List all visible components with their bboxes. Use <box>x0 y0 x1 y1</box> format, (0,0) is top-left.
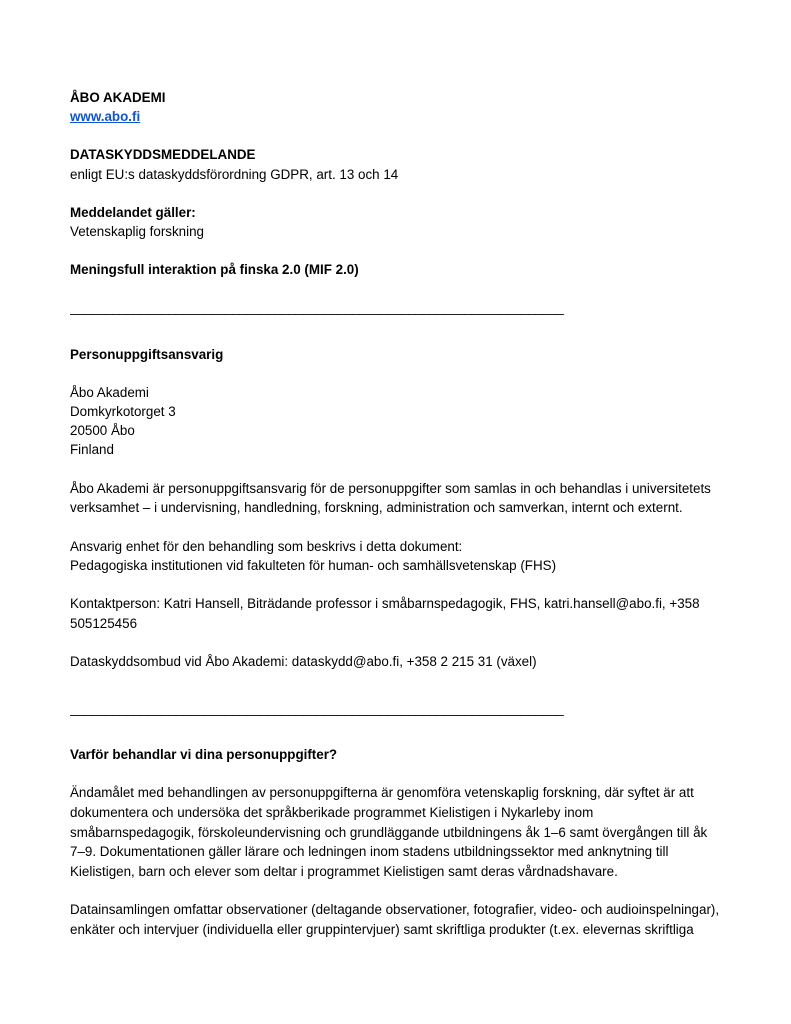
contact-person: Kontaktperson: Katri Hansell, Biträdande professor i småbarnspedagogik, FHS, katri.hansell@abo.fi, +358 505125456 <box>70 596 700 631</box>
controller-address-line: 20500 Åbo <box>70 423 135 439</box>
why-paragraph-2: Datainsamlingen omfattar observationer (deltagande observationer, fotografier, video- och audioinspelningar), enkäter och intervjuer (individuella eller gruppintervjuer) samt skriftliga produkter (t.ex. elevernas skriftliga <box>70 902 720 937</box>
spacer <box>70 241 721 260</box>
spacer <box>70 718 721 745</box>
divider-2: ______________________________________________________________________ <box>70 701 564 717</box>
spacer <box>70 518 721 537</box>
applies-heading: Meddelandet gäller: <box>70 204 196 220</box>
controller-paragraph: Åbo Akademi är personuppgiftsansvarig för de personuppgifter som samlas in och behandlas i universitetets verksamhet – i undervisning, handledning, forskning, administration och samverkan, internt och externt. <box>70 480 711 516</box>
divider-1: ______________________________________________________________________ <box>70 300 564 316</box>
document-body <box>70 88 721 940</box>
data-protection-officer: Dataskyddsombud vid Åbo Akademi: dataskydd@abo.fi, +358 2 215 31 (växel) <box>70 654 537 670</box>
why-heading: Varför behandlar vi dina personuppgifter? <box>70 747 338 763</box>
controller-address-line: Åbo Akademi <box>70 384 149 400</box>
spacer <box>70 364 721 383</box>
spacer <box>70 575 721 594</box>
why-paragraph-1: Ändamålet med behandlingen av personuppgifterna är genomföra vetenskaplig forskning, där syftet är att dokumentera och undersöka det språkberikade programmet Kielistigen i Nykarleby inom småbarnspedagogik, förskoleundervisning och grundläggande utbildningens åk 1–6 samt övergången till åk 7–9. Dokumentationen gäller lärare och ledningen inom stadens utbildningssektor med anknytning till Kielistigen, barn och elever som deltar i programmet Kielistigen samt deras vårdnadshavare. <box>70 785 708 879</box>
unit-line: Ansvarig enhet för den behandling som beskrivs i detta dokument: <box>70 538 463 554</box>
spacer <box>70 279 721 298</box>
spacer <box>70 881 721 900</box>
project-title: Meningsfull interaktion på finska 2.0 (MIF 2.0) <box>70 262 359 278</box>
spacer <box>70 318 721 345</box>
controller-address-line: Finland <box>70 442 114 458</box>
notice-subtitle: enligt EU:s dataskyddsförordning GDPR, art. 13 och 14 <box>70 166 399 182</box>
spacer <box>70 672 721 699</box>
applies-value: Vetenskaplig forskning <box>70 224 204 240</box>
spacer <box>70 764 721 783</box>
website-link[interactable]: www.abo.fi <box>70 109 141 125</box>
spacer <box>70 633 721 652</box>
spacer <box>70 126 721 145</box>
notice-heading: DATASKYDDSMEDDELANDE <box>70 147 256 163</box>
unit-line: Pedagogiska institutionen vid fakulteten för human- och samhällsvetenskap (FHS) <box>70 558 557 574</box>
organization-title: ÅBO AKADEMI <box>70 90 166 105</box>
controller-address-line: Domkyrkotorget 3 <box>70 404 176 420</box>
spacer <box>70 460 721 479</box>
spacer <box>70 184 721 203</box>
controller-heading: Personuppgiftsansvarig <box>70 346 224 362</box>
